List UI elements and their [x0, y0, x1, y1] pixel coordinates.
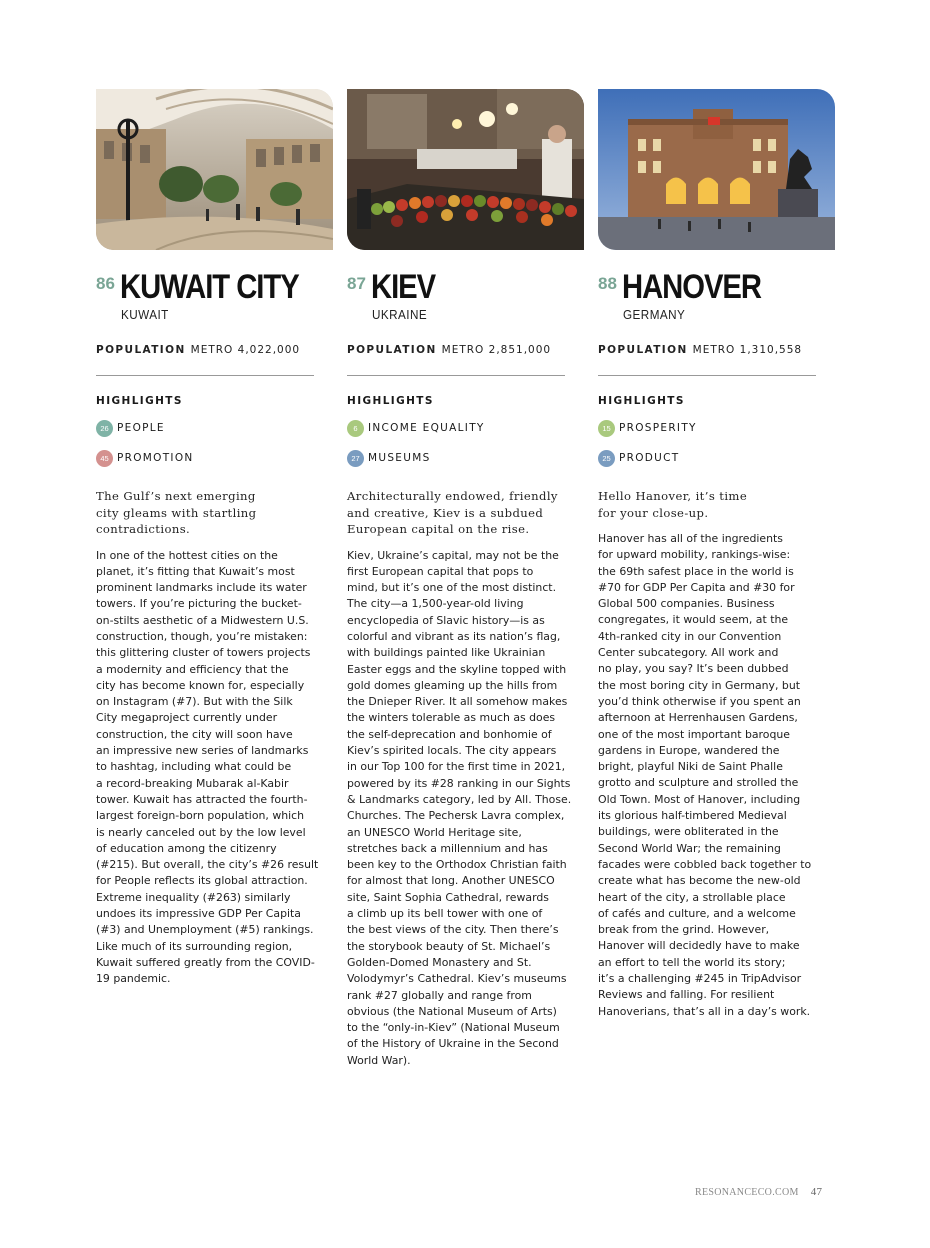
text-line: the storybook beauty of St. Michael’s — [347, 939, 551, 953]
text-line: contradictions. — [96, 522, 191, 536]
text-line: grotto and sculpture and strolled the — [598, 776, 799, 790]
text-line: The Gulf’s next emerging — [96, 489, 256, 503]
text-line: city has become known for, especially — [96, 678, 305, 692]
rank-badge: 25 — [598, 450, 615, 467]
text-line: to the “only-in-Kiev” (National Museum — [347, 1021, 560, 1035]
rank-badge: 45 — [96, 450, 113, 467]
text-line: & Landmarks category, led by All. Those. — [347, 792, 572, 806]
text-line: of education among the citizenry — [96, 841, 277, 855]
divider — [598, 375, 816, 376]
text-line: Global 500 companies. Business — [598, 597, 775, 611]
text-line: Hanover will decidedly have to make — [598, 939, 800, 953]
highlight-item — [598, 449, 836, 467]
text-line: City megaproject currently under — [96, 711, 278, 725]
highlight-label: PRODUCT — [619, 452, 680, 464]
text-line: mind, but it’s one of the most distinct. — [347, 581, 557, 595]
article-body — [347, 548, 585, 1070]
text-line: planet, it’s fitting that Kuwait’s most — [96, 564, 295, 578]
text-line: this glittering cluster of towers projects — [96, 646, 311, 660]
highlight-item — [347, 419, 585, 437]
text-line: buildings, were obliterated in the — [598, 825, 779, 839]
country-name: UKRAINE — [372, 307, 428, 322]
country-name: GERMANY — [623, 307, 686, 322]
divider — [347, 375, 565, 376]
lede — [96, 488, 334, 538]
text-line: the most boring city in Germany, but — [598, 678, 801, 692]
text-line: Center subcategory. All work and — [598, 646, 779, 660]
population-value: METRO 4,022,000 — [190, 344, 301, 356]
text-line: stretches back a millennium and has — [347, 841, 548, 855]
text-line: of the History of Ukraine in the Second — [347, 1037, 559, 1051]
text-line: Architecturally endowed, friendly — [347, 489, 558, 503]
text-line: The city—a 1,500-year-old living — [347, 597, 524, 611]
city-column-kuwait — [96, 89, 334, 988]
highlight-label: PROMOTION — [117, 452, 194, 464]
text-line: a modernity and efficiency that the — [96, 662, 289, 676]
highlight-label: PROSPERITY — [619, 422, 697, 434]
rank-number: 88 — [598, 274, 617, 293]
article-body — [96, 548, 334, 988]
text-line: construction, though, you’re mistaken: — [96, 629, 308, 643]
text-line: been key to the Orthodox Christian faith — [347, 858, 567, 872]
city-column-kiev — [347, 89, 585, 1069]
text-line: for People reflects its global attraction. — [96, 874, 308, 888]
highlight-item — [96, 449, 334, 467]
rank-badge: 6 — [347, 420, 364, 437]
text-line: Hanoverians, that’s all in a day’s work. — [598, 1004, 811, 1018]
highlights-title: HIGHLIGHTS — [347, 395, 434, 407]
text-line: on-stilts aesthetic of a Midwestern U.S. — [96, 613, 309, 627]
text-line: the winters tolerable as much as does — [347, 711, 556, 725]
rank-number: 86 — [96, 274, 115, 293]
text-line: gardens in Europe, wandered the — [598, 743, 780, 757]
text-line: World War). — [347, 1053, 411, 1067]
population-label: POPULATION — [96, 344, 186, 356]
text-line: In one of the hottest cities on the — [96, 548, 278, 562]
hanover-station-photo — [598, 89, 835, 250]
text-line: Kiev’s spirited locals. The city appears — [347, 744, 557, 758]
text-line: an UNESCO World Heritage site, — [347, 825, 522, 839]
text-line: Churches. The Pechersk Lavra complex, — [347, 809, 565, 823]
text-line: site, Saint Sophia Cathedral, rewards — [347, 890, 549, 904]
text-line: the Dnieper River. It all somehow makes — [347, 695, 568, 709]
text-line: undoes its impressive GDP Per Capita — [96, 907, 301, 921]
highlight-label: PEOPLE — [117, 422, 165, 434]
text-line: an effort to tell the world its story; — [598, 955, 786, 969]
text-line: an impressive new series of landmarks — [96, 744, 309, 758]
text-line: with buildings painted like Ukrainian — [347, 646, 546, 660]
text-line: gold domes gleaming up the hills from — [347, 678, 558, 692]
text-line: Second World War; the remaining — [598, 841, 781, 855]
text-line: break from the grind. However, — [598, 923, 770, 937]
text-line: a climb up its bell tower with one of — [347, 907, 543, 921]
text-line: on Instagram (#7). But with the Silk — [96, 695, 293, 709]
highlights-title: HIGHLIGHTS — [598, 395, 685, 407]
city-name: KIEV — [371, 268, 436, 306]
text-line: Kuwait suffered greatly from the COVID- — [96, 955, 315, 969]
text-line: a record-breaking Mubarak al-Kabir — [96, 776, 289, 790]
population-label: POPULATION — [347, 344, 437, 356]
text-line: obvious (the National Museum of Arts) — [347, 1004, 557, 1018]
text-line: the best views of the city. Then there’s — [347, 923, 559, 937]
text-line: for upward mobility, rankings-wise: — [598, 548, 791, 562]
text-line: (#215). But overall, the city’s #26 result — [96, 858, 319, 872]
kiev-market-photo — [347, 89, 584, 250]
text-line: for almost that long. Another UNESCO — [347, 874, 555, 888]
text-line: colorful and vibrant as its nation’s flag, — [347, 629, 561, 643]
text-line: heart of the city, a strollable place — [598, 890, 786, 904]
text-line: of cafés and culture, and a welcome — [598, 906, 796, 920]
text-line: powered by its #28 ranking in our Sights — [347, 776, 571, 790]
text-line: for your close-up. — [598, 505, 709, 520]
text-line: its glorious half-timbered Medieval — [598, 809, 787, 823]
city-name: HANOVER — [622, 268, 761, 306]
highlight-item — [598, 419, 836, 437]
text-line: Extreme inequality (#263) similarly — [96, 890, 291, 904]
text-line: tower. Kuwait has attracted the fourth- — [96, 792, 308, 806]
rank-badge: 26 — [96, 420, 113, 437]
text-line: rank #27 globally and range from — [347, 988, 532, 1002]
text-line: Hanover has all of the ingredients — [598, 532, 783, 545]
text-line: city gleams with startling — [96, 505, 257, 520]
highlight-item — [96, 419, 334, 437]
text-line: create what has become the new-old — [598, 874, 801, 888]
text-line: encyclopedia of Slavic history—is as — [347, 613, 545, 627]
text-line: Kiev, Ukraine’s capital, may not be the — [347, 548, 559, 562]
text-line: afternoon at Herrenhausen Gardens, — [598, 711, 798, 725]
divider — [96, 375, 314, 376]
population-label: POPULATION — [598, 344, 688, 356]
website-link[interactable]: RESONANCECO.COM — [695, 1187, 799, 1198]
text-line: towers. If you’re picturing the bucket- — [96, 597, 302, 611]
text-line: is nearly canceled out by the low level — [96, 825, 306, 839]
lede — [598, 488, 836, 521]
text-line: it’s a challenging #245 in TripAdvisor — [598, 972, 802, 986]
highlights-title: HIGHLIGHTS — [96, 395, 183, 407]
text-line: Old Town. Most of Hanover, including — [598, 792, 801, 806]
text-line: #70 for GDP Per Capita and #30 for — [598, 580, 795, 594]
kuwait-mall-photo — [96, 89, 333, 250]
text-line: first European capital that pops to — [347, 564, 534, 578]
lede — [347, 488, 585, 538]
text-line: Like much of its surrounding region, — [96, 939, 293, 953]
page-number: 47 — [810, 1186, 823, 1198]
text-line: facades were cobbled back together to — [598, 857, 812, 871]
text-line: largest foreign-born population, which — [96, 809, 305, 823]
text-line: the 69th safest place in the world is — [598, 564, 794, 578]
highlight-item — [347, 449, 585, 467]
population-value: METRO 1,310,558 — [692, 344, 803, 356]
highlight-label: MUSEUMS — [368, 452, 431, 464]
city-name: KUWAIT CITY — [120, 268, 299, 306]
text-line: the self-deprecation and bonhomie of — [347, 727, 552, 741]
text-line: congregates, it would seem, at the — [598, 613, 789, 627]
text-line: no play, you say? It’s been dubbed — [598, 662, 789, 676]
text-line: bright, playful Niki de Saint Phalle — [598, 760, 783, 774]
text-line: construction, the city will soon have — [96, 727, 293, 741]
page-footer — [695, 1186, 822, 1198]
text-line: Volodymyr’s Cathedral. Kiev’s museums — [347, 972, 567, 986]
text-line: European capital on the rise. — [347, 522, 530, 536]
rank-number: 87 — [347, 274, 366, 293]
city-column-hanover — [598, 89, 836, 1020]
country-name: KUWAIT — [121, 307, 169, 322]
text-line: in our Top 100 for the first time in 2021, — [347, 760, 566, 774]
rank-badge: 15 — [598, 420, 615, 437]
text-line: prominent landmarks include its water — [96, 581, 307, 595]
text-line: Reviews and falling. For resilient — [598, 988, 775, 1002]
text-line: and creative, Kiev is a subdued — [347, 505, 544, 520]
text-line: one of the most important baroque — [598, 727, 790, 741]
text-line: (#3) and Unemployment (#5) rankings. — [96, 923, 314, 937]
text-line: Easter eggs and the skyline topped with — [347, 662, 567, 676]
highlight-label: INCOME EQUALITY — [368, 422, 485, 434]
text-line: 4th-ranked city in our Convention — [598, 629, 782, 643]
population-value: METRO 2,851,000 — [441, 344, 552, 356]
text-line: to hashtag, including what could be — [96, 760, 292, 774]
text-line: you’d think otherwise if you spent an — [598, 694, 801, 708]
article-body — [598, 531, 836, 1020]
text-line: Golden-Domed Monastery and St. — [347, 955, 532, 969]
text-line: Hello Hanover, it’s time — [598, 489, 748, 503]
text-line: 19 pandemic. — [96, 972, 171, 986]
rank-badge: 27 — [347, 450, 364, 467]
